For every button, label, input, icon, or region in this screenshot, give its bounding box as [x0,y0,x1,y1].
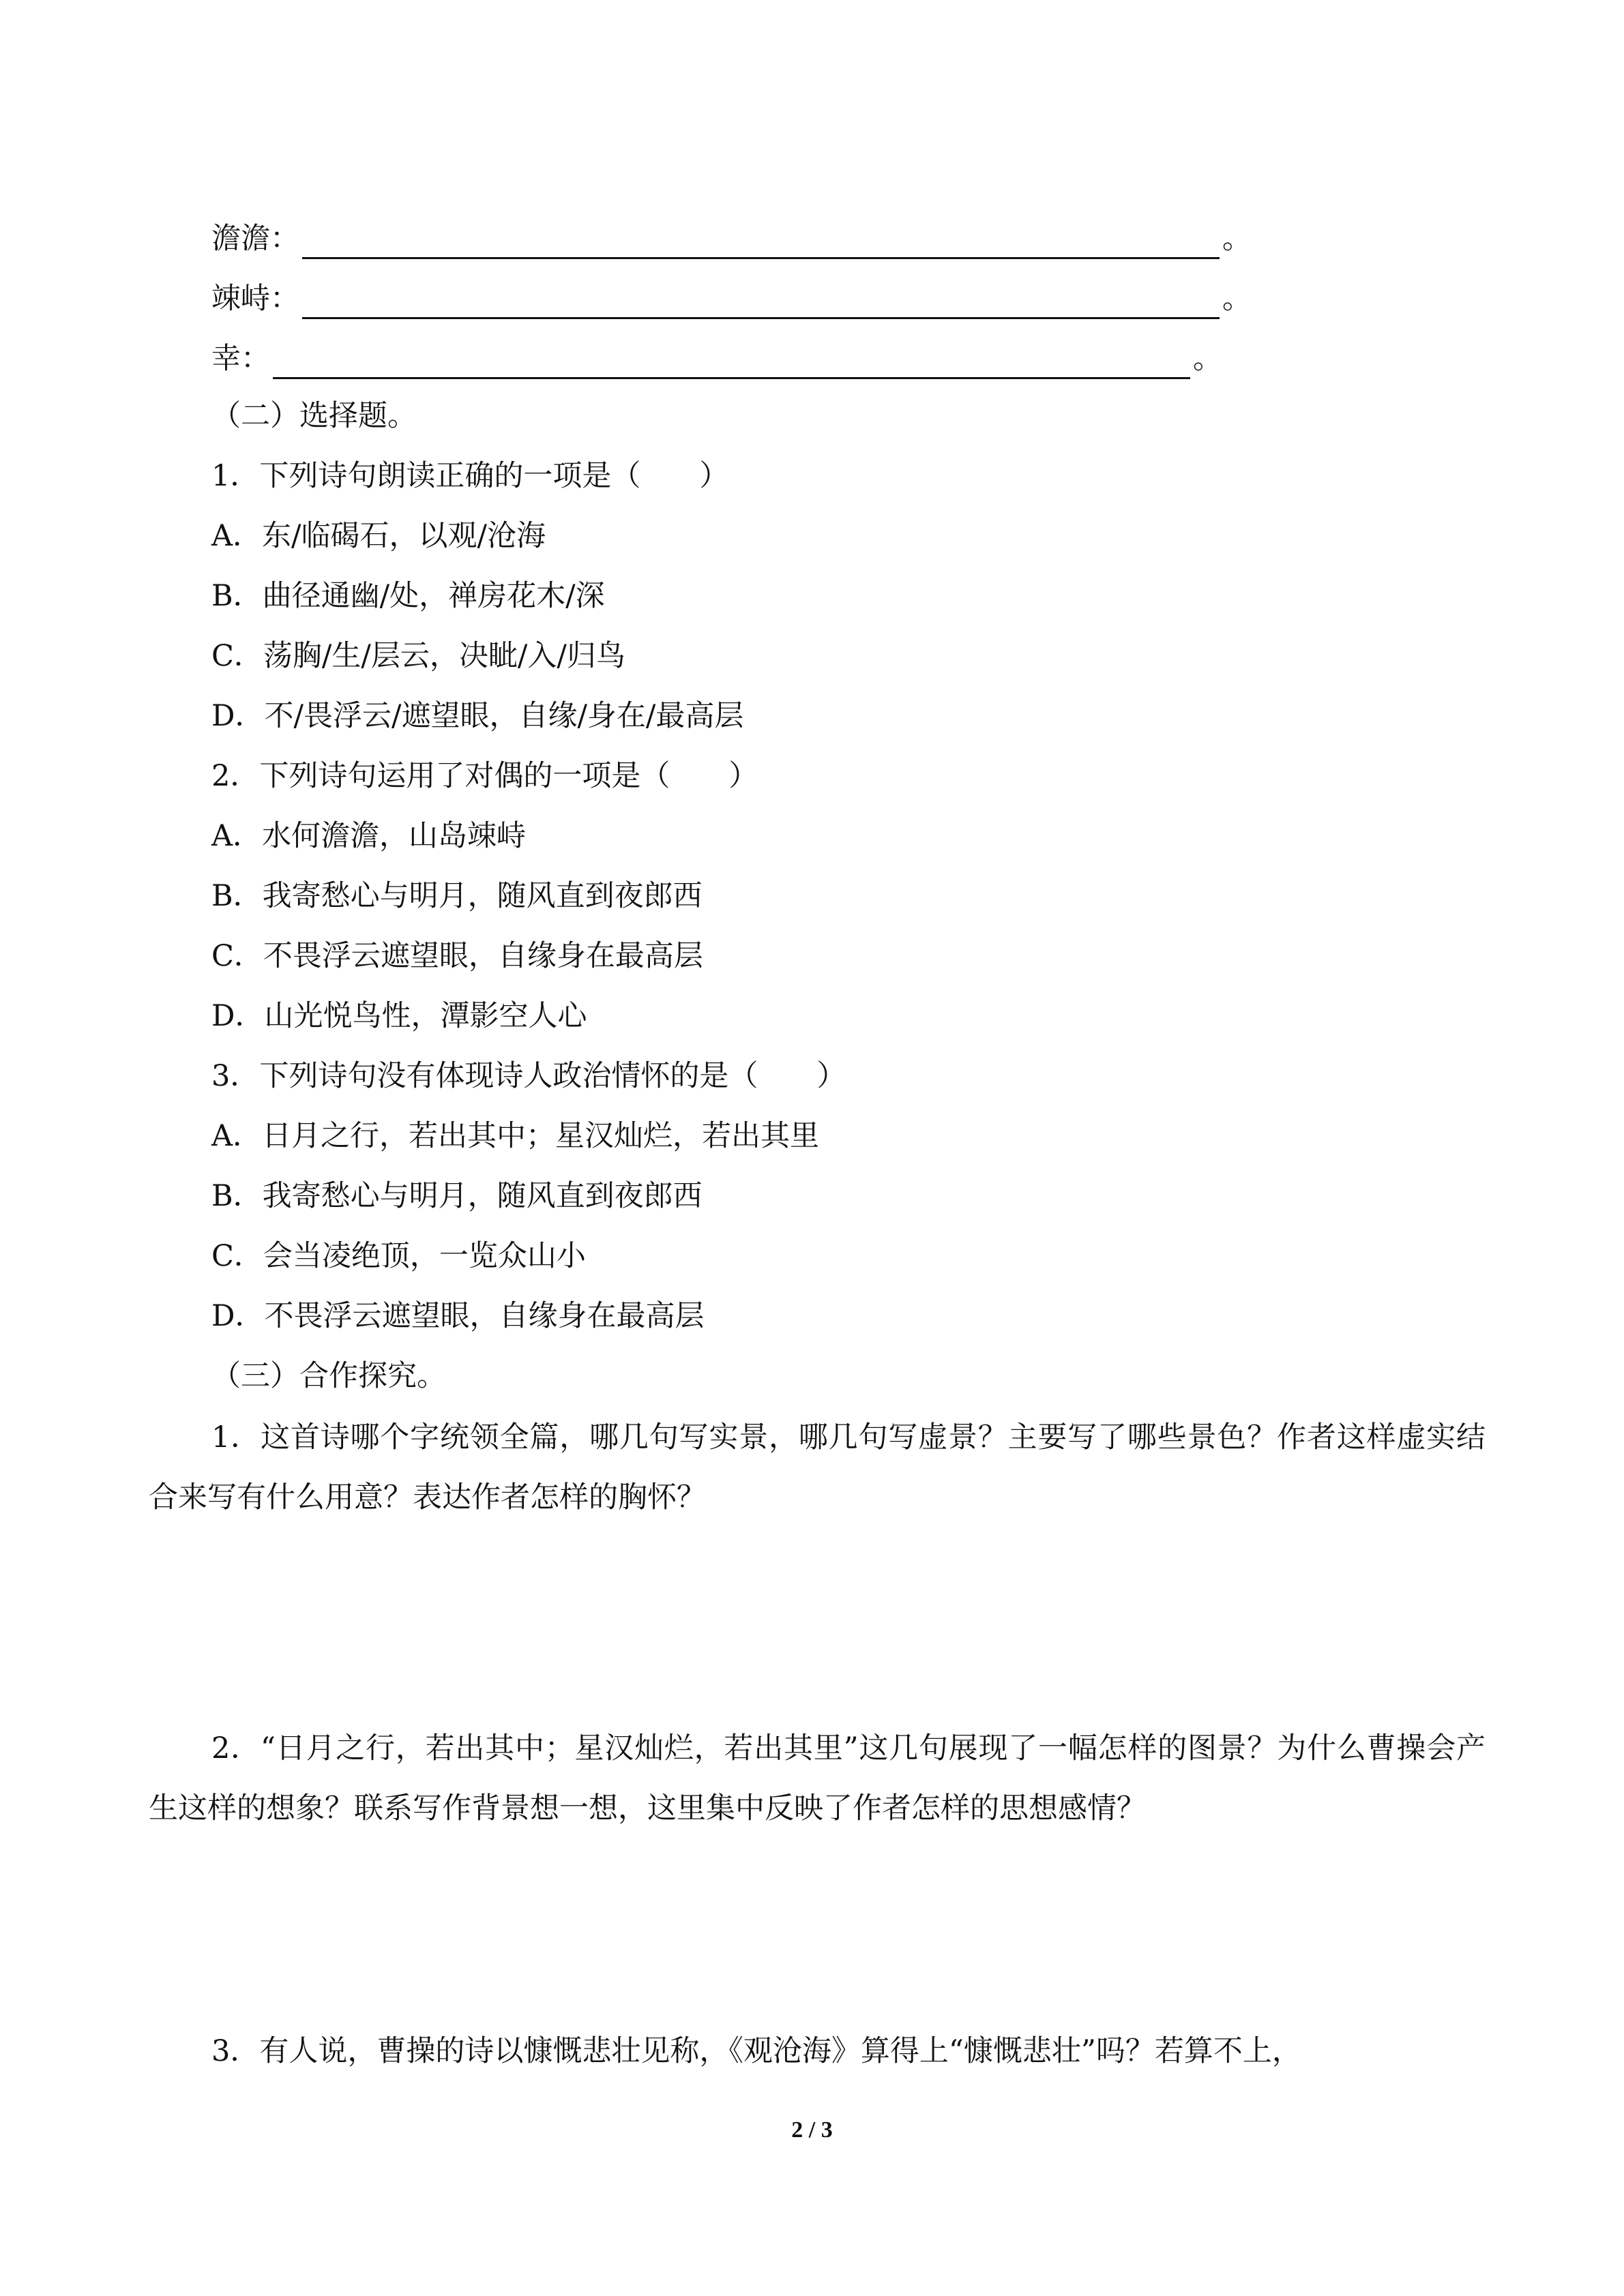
option-item: B．我寄愁心与明月，随风直到夜郎西 [211,879,703,913]
vocab-term: 竦峙： [211,282,299,316]
answer-blank[interactable] [302,287,1220,319]
discussion-question-1: 1．这首诗哪个字统领全篇，哪几句写实景，哪几句写虚景？主要写了哪些景色？作者这样虚实结合来写有什么用意？表达作者怎样的胸怀？ [149,1420,1486,1515]
vocab-row-2 [211,278,1252,319]
option-item: D．山光悦鸟性，潭影空人心 [211,999,587,1033]
discussion-question-3: 3．有人说，曹操的诗以慷慨悲壮见称，《观沧海》算得上“慷慨悲壮”吗？若算不上， [211,2034,1301,2068]
option-item: C．荡胸/生/层云，决眦/入/归鸟 [211,639,625,673]
section-title: （三）合作探究。 [211,1359,446,1393]
option-item: B．曲径通幽/处，禅房花木/深 [211,579,605,613]
question-stem: 1．下列诗句朗读正确的一项是（ ） [211,459,729,493]
option-item: D．不畏浮云遮望眼，自缘身在最高层 [211,1299,705,1333]
option-item: A．日月之行，若出其中；星汉灿烂，若出其里 [211,1119,820,1153]
option-item: D．不/畏浮云/遮望眼，自缘/身在/最高层 [211,699,744,733]
question-stem: 3．下列诗句没有体现诗人政治情怀的是（ ） [211,1059,846,1093]
answer-blank[interactable] [273,347,1190,379]
vocab-row-3 [211,338,1222,379]
answer-blank[interactable] [302,227,1220,259]
vocab-end: 。 [1222,282,1252,316]
vocab-term: 幸： [211,342,270,376]
option-item: A．水何澹澹，山岛竦峙 [211,819,527,853]
vocab-end: 。 [1193,342,1222,376]
vocab-row-1 [211,218,1252,259]
option-item: B．我寄愁心与明月，随风直到夜郎西 [211,1179,703,1213]
vocab-end: 。 [1222,222,1252,256]
option-item: C．不畏浮云遮望眼，自缘身在最高层 [211,939,703,973]
discussion-question-2: 2．“日月之行，若出其中；星汉灿烂，若出其里”这几句展现了一幅怎样的图景？为什么曹操会产生这样的想象？联系写作背景想一想，这里集中反映了作者怎样的思想感情？ [149,1731,1486,1825]
option-item: A．东/临碣石，以观/沧海 [211,519,546,553]
section-title: （二）选择题。 [211,399,417,433]
page-number: 2 / 3 [791,2117,833,2143]
question-stem: 2．下列诗句运用了对偶的一项是（ ） [211,759,758,793]
vocab-term: 澹澹： [211,222,299,256]
option-item: C．会当凌绝顶，一览众山小 [211,1239,586,1273]
